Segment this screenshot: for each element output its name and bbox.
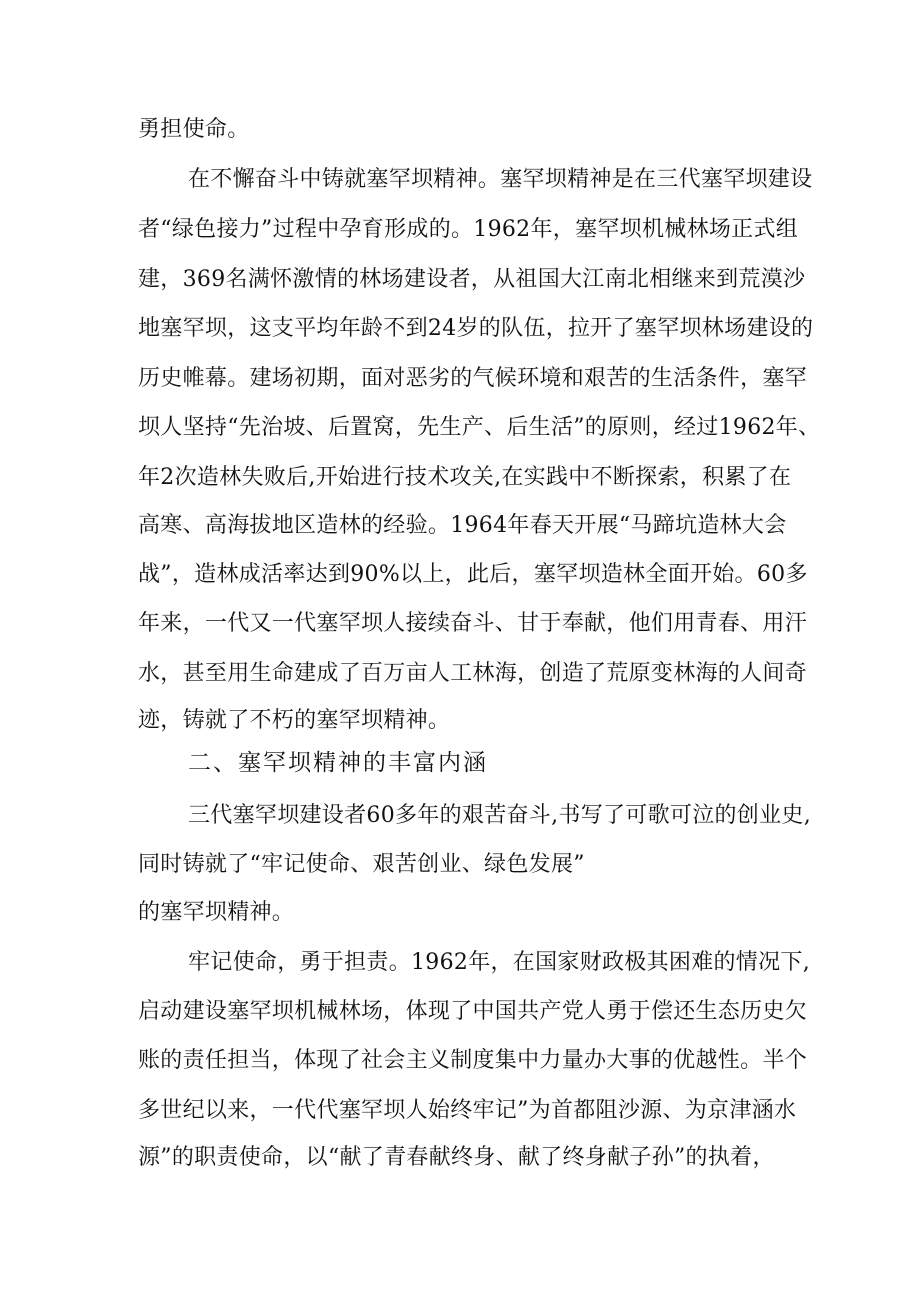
text-line: 高寒、高海拔地区造林的经验。1964年春天开展“马蹄坑造林大会	[138, 513, 787, 538]
text-line: 历史帷幕。建场初期，面对恶劣的气候环境和艰苦的生活条件，塞罕	[138, 366, 808, 391]
text-line: 迹，铸就了不朽的塞罕坝精神。	[138, 708, 451, 733]
text-line: 坝人坚持“先治坡、后置窝，先生产、后生活”的原则，经过1962年、	[138, 415, 821, 440]
text-line: 在不懈奋斗中铸就塞罕坝精神。塞罕坝精神是在三代塞罕坝建设	[188, 167, 813, 192]
text-line: 战”，造林成活率达到90%以上，此后，塞罕坝造林全面开始。60多	[138, 562, 808, 587]
text-line: 者“绿色接力”过程中孕育形成的。1962年，塞罕坝机械林场正式组	[138, 217, 799, 242]
text-line: 多世纪以来，一代代塞罕坝人始终牢记”为首都阻沙源、为京津涵水	[138, 1098, 797, 1123]
section-heading: 二、塞罕坝精神的丰富内涵	[188, 750, 488, 776]
text-line: 水，甚至用生命建成了百万亩人工林海，创造了荒原变林海的人间奇	[138, 661, 808, 686]
text-line: 牢记使命，勇于担责。1962年，在国家财政极其困难的情况下,	[188, 950, 810, 975]
text-line: 三代塞罕坝建设者60多年的艰苦奋斗,书写了可歌可泣的创业史,	[188, 803, 811, 828]
text-line: 年来，一代又一代塞罕坝人接续奋斗、甘于奉献，他们用青春、用汗	[138, 611, 808, 636]
text-line: 建，369名满怀激情的林场建设者，从祖国大江南北相继来到荒漠沙	[138, 267, 806, 292]
text-line: 同时铸就了“牢记使命、艰苦创业、绿色发展”	[138, 852, 585, 877]
text-line: 账的责任担当，体现了社会主义制度集中力量办大事的优越性。半个	[138, 1048, 808, 1073]
text-line: 勇担使命。	[138, 117, 250, 142]
text-line: 年2次造林失败后,开始进行技术攻关,在实践中不断探索，积累了在	[138, 465, 792, 490]
text-line: 地塞罕坝，这支平均年龄不到24岁的队伍，拉开了塞罕坝林场建设的	[138, 316, 814, 341]
text-line: 启动建设塞罕坝机械林场，体现了中国共产党人勇于偿还生态历史欠	[138, 999, 808, 1024]
text-line: 源”的职责使命，以“献了青春献终身、献了终身献子孙”的执着，	[138, 1145, 775, 1170]
text-line: 的塞罕坝精神。	[138, 900, 295, 925]
